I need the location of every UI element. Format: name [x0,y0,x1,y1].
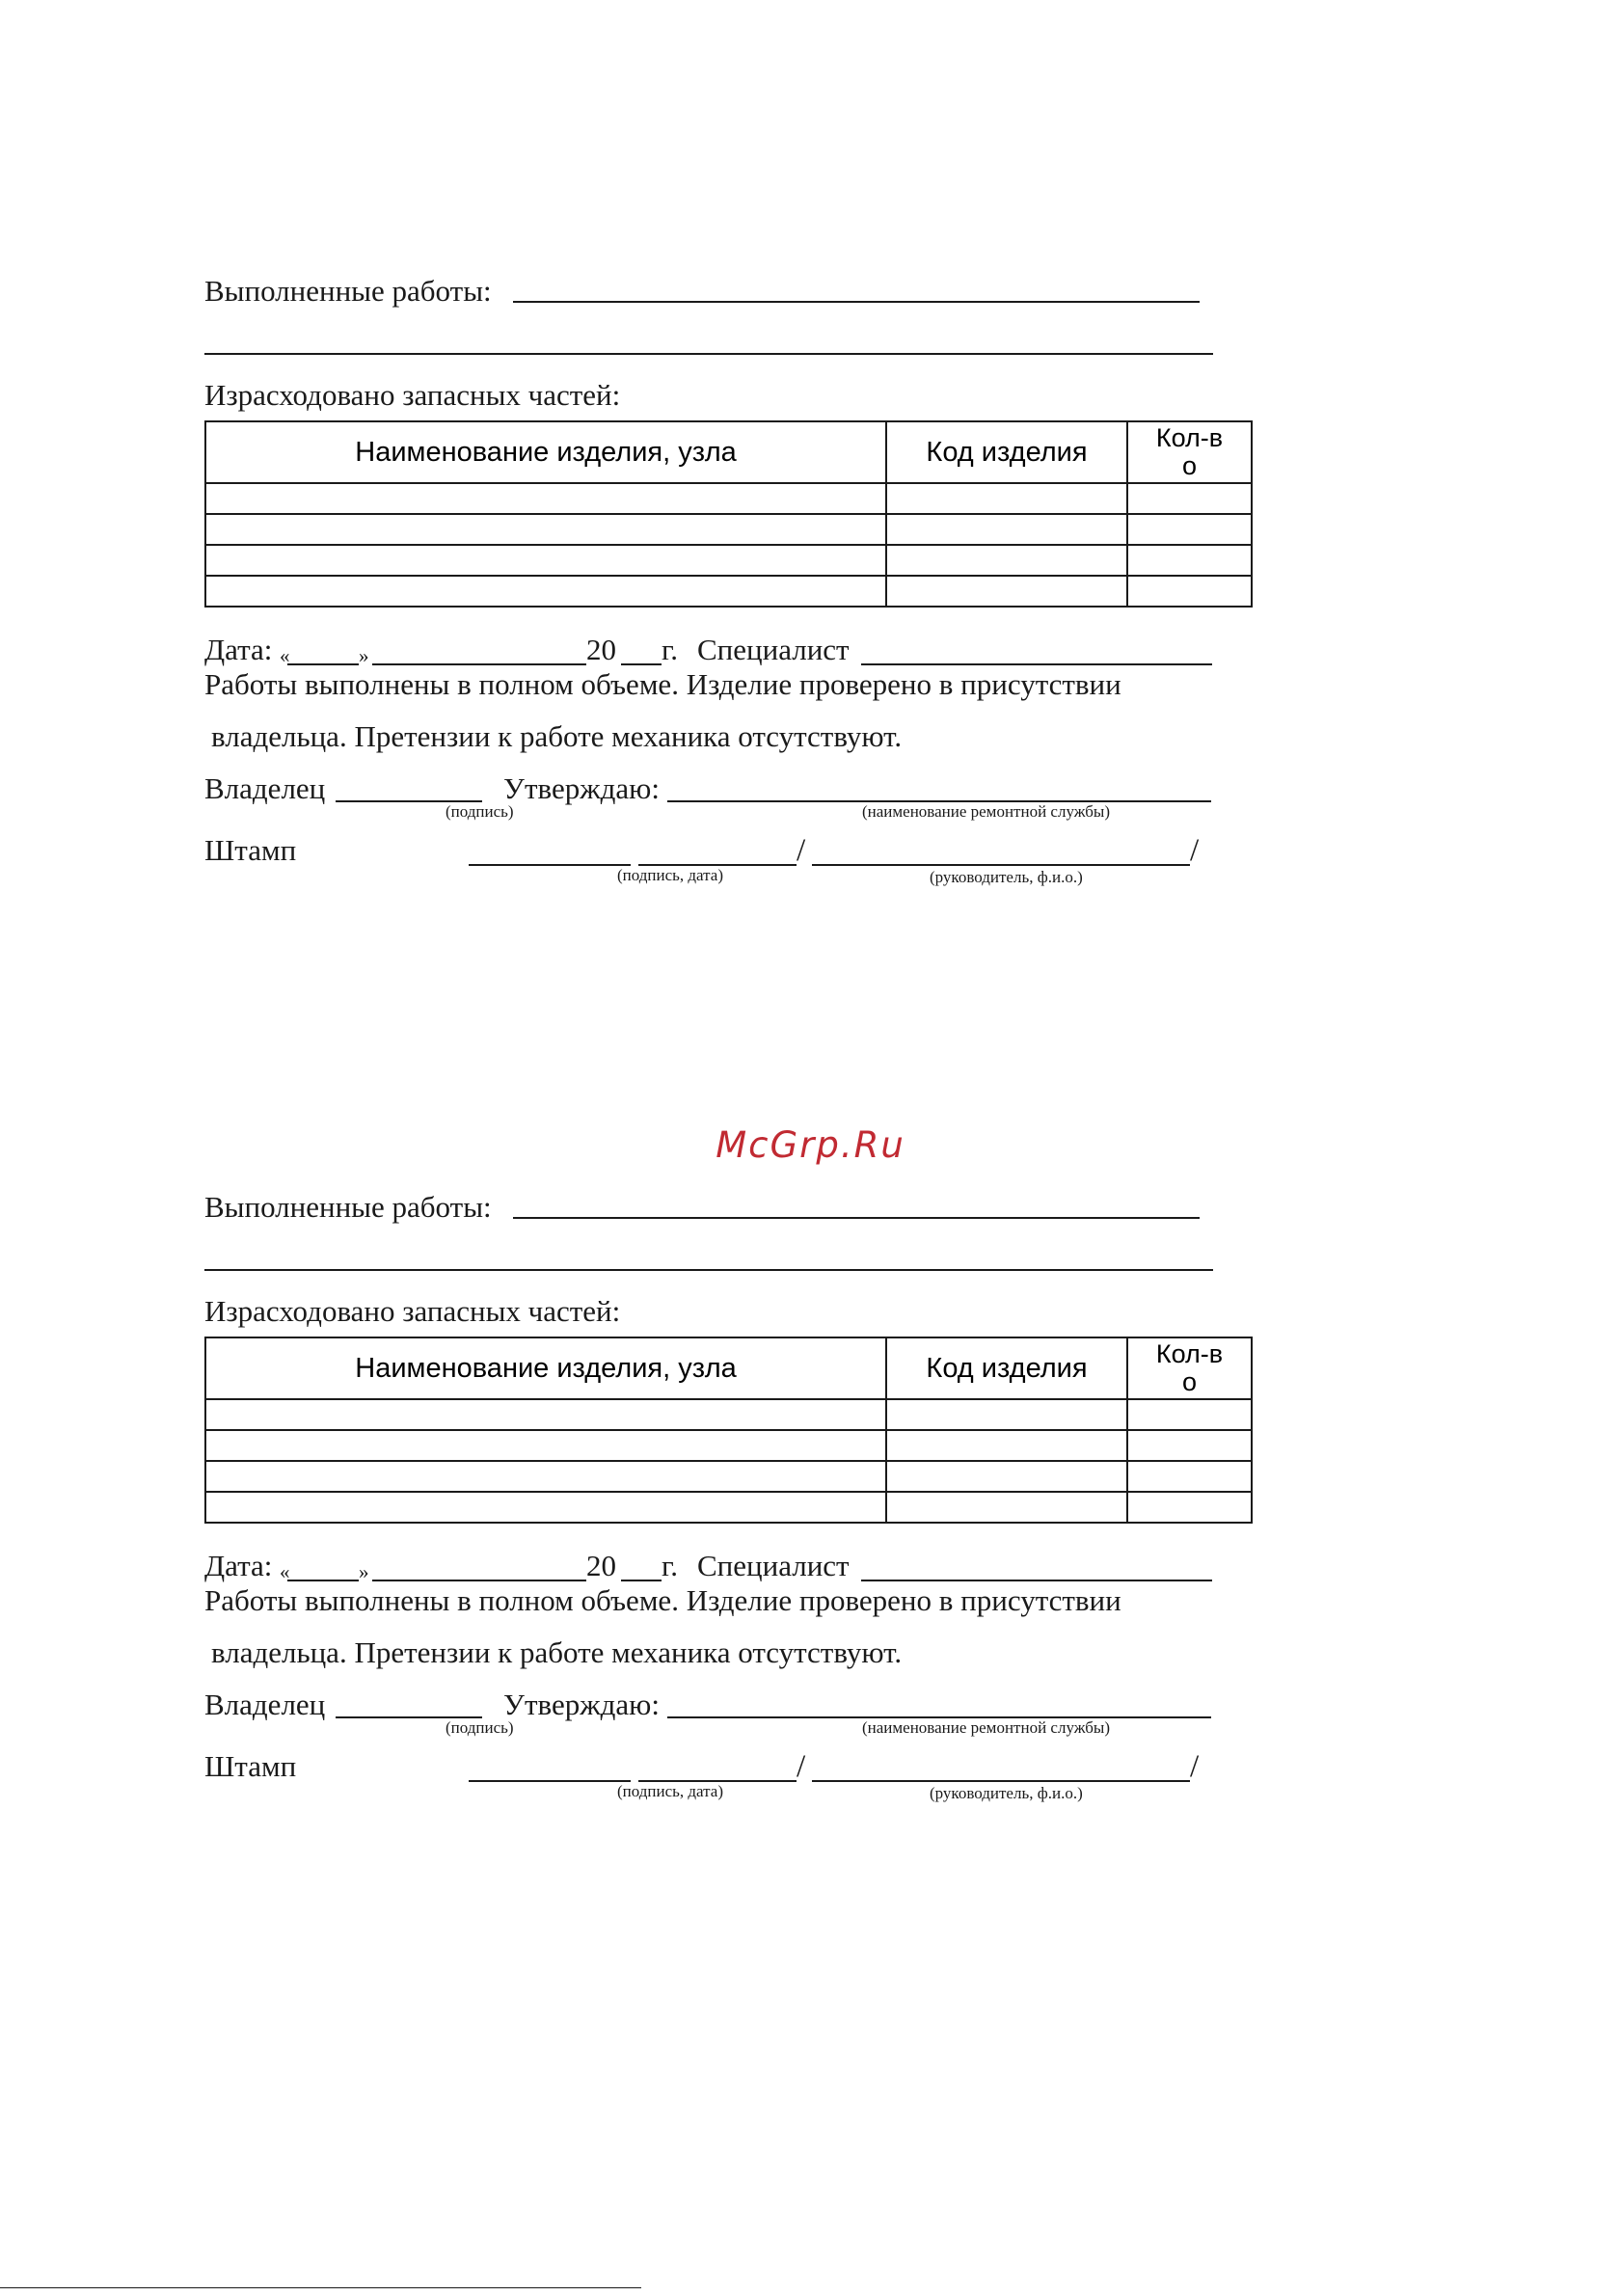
column-header-name: Наименование изделия, узла [205,1337,886,1399]
table-cell-name[interactable] [205,576,886,607]
sign-date-caption: (подпись, дата) [617,866,724,884]
stamp-signature-line[interactable] [469,864,631,866]
table-cell-quantity[interactable] [1127,483,1252,514]
table-row [205,1461,1252,1492]
approve-label: Утверждаю: [503,771,660,805]
date-year-line[interactable] [621,663,662,665]
table-cell-code[interactable] [886,1461,1127,1492]
specialist-line[interactable] [861,1580,1212,1581]
service-caption: (наименование ремонтной службы) [862,802,1110,821]
table-row [205,1492,1252,1523]
statement-line-1: Работы выполнены в полном объеме. Изделие проверено в присутствии [204,667,1121,701]
date-year-line[interactable] [621,1580,662,1581]
watermark-text: McGrp.Ru [716,1124,905,1166]
slash-separator-left: / [797,833,806,868]
approve-label: Утверждаю: [503,1688,660,1721]
statement-line-1: Работы выполнены в полном объеме. Изделие проверено в присутствии [204,1583,1121,1617]
table-header-row [205,1337,1252,1399]
statement-line-2: владельца. Претензии к работе механика отсутствуют. [211,1635,903,1669]
date-quote-close: » [359,1560,369,1583]
date-year-prefix: 20 [586,633,616,666]
head-caption: (руководитель, ф.и.о.) [930,868,1083,886]
column-header-name: Наименование изделия, узла [205,421,886,483]
table-row [205,483,1252,514]
works-line-1[interactable] [513,301,1200,303]
date-day-line[interactable] [287,1580,359,1581]
date-quote-close: » [359,644,369,667]
head-caption: (руководитель, ф.и.о.) [930,1784,1083,1802]
column-header-code: Код изделия [886,421,1127,483]
table-cell-quantity[interactable] [1127,1461,1252,1492]
table-cell-name[interactable] [205,1492,886,1523]
date-label: Дата: [204,633,273,666]
signature-caption: (подпись) [446,1718,514,1737]
slash-separator-left: / [797,1749,806,1784]
table-cell-name[interactable] [205,1430,886,1461]
owner-label: Владелец [204,771,326,805]
date-year-prefix: 20 [586,1549,616,1582]
table-row [205,514,1252,545]
spare-parts-table [204,1337,1253,1524]
column-header-quantity [1127,1337,1252,1399]
table-cell-quantity[interactable] [1127,545,1252,576]
table-cell-code[interactable] [886,1492,1127,1523]
table-cell-name[interactable] [205,514,886,545]
table-row [205,576,1252,607]
stamp-signature-line[interactable] [469,1780,631,1782]
table-cell-code[interactable] [886,514,1127,545]
table-cell-name[interactable] [205,1399,886,1430]
statement-line-2: владельца. Претензии к работе механика отсутствуют. [211,719,903,753]
works-line-2[interactable] [204,1269,1213,1271]
table-cell-name[interactable] [205,483,886,514]
service-caption: (наименование ремонтной службы) [862,1718,1110,1737]
date-year-suffix: г. [662,633,678,666]
service-record-form-1 [0,0,1621,916]
table-cell-quantity[interactable] [1127,576,1252,607]
stamp-head-line[interactable] [812,864,1190,866]
column-header-quantity-text: Кол-во [1155,423,1224,480]
table-cell-name[interactable] [205,545,886,576]
date-quote-open: « [280,644,290,667]
table-cell-quantity[interactable] [1127,1430,1252,1461]
slash-separator-right: / [1190,833,1200,868]
spare-parts-table [204,420,1253,608]
date-year-suffix: г. [662,1549,678,1582]
date-quote-open: « [280,1560,290,1583]
date-month-line[interactable] [372,663,586,665]
table-cell-code[interactable] [886,545,1127,576]
specialist-label: Специалист [697,1549,850,1582]
sign-date-caption: (подпись, дата) [617,1782,724,1800]
parts-label: Израсходовано запасных частей: [204,1294,621,1328]
table-row [205,1399,1252,1430]
works-line-1[interactable] [513,1217,1200,1219]
table-cell-name[interactable] [205,1461,886,1492]
table-cell-quantity[interactable] [1127,1492,1252,1523]
table-row [205,545,1252,576]
footer-rule [0,2287,641,2288]
signature-caption: (подпись) [446,802,514,821]
slash-separator-right: / [1190,1749,1200,1784]
date-month-line[interactable] [372,1580,586,1581]
works-label: Выполненные работы: [204,274,492,308]
table-cell-code[interactable] [886,1399,1127,1430]
table-cell-code[interactable] [886,1430,1127,1461]
table-header-row [205,421,1252,483]
specialist-line[interactable] [861,663,1212,665]
column-header-code: Код изделия [886,1337,1127,1399]
parts-label: Израсходовано запасных частей: [204,378,621,412]
table-cell-quantity[interactable] [1127,514,1252,545]
date-label: Дата: [204,1549,273,1582]
works-line-2[interactable] [204,353,1213,355]
service-record-form-2 [0,916,1621,1832]
stamp-label: Штамп [204,833,297,867]
stamp-head-line[interactable] [812,1780,1190,1782]
table-cell-code[interactable] [886,576,1127,607]
date-day-line[interactable] [287,663,359,665]
specialist-label: Специалист [697,633,850,666]
owner-label: Владелец [204,1688,326,1721]
table-cell-code[interactable] [886,483,1127,514]
column-header-quantity [1127,421,1252,483]
stamp-label: Штамп [204,1749,297,1783]
table-row [205,1430,1252,1461]
column-header-quantity-text: Кол-во [1155,1339,1224,1396]
table-cell-quantity[interactable] [1127,1399,1252,1430]
works-label: Выполненные работы: [204,1190,492,1224]
